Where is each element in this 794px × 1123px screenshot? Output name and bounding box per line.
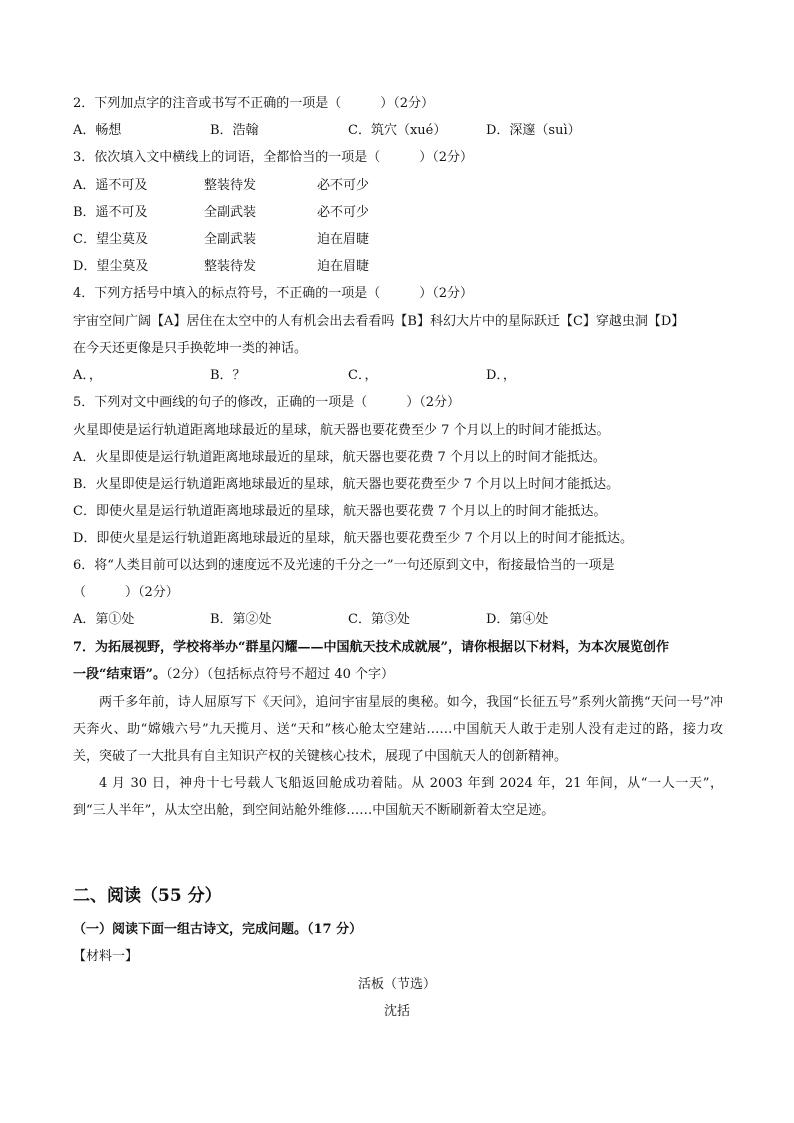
q7-material-paragraph1: 两千多年前，诗人屈原写下《天问》，追问宇宙星辰的奥秘。如今，我国“长征五号”系列火箭携“天问一号”冲天奔火、助“嫦娥六号”九天揽月、送“天和”核心舱太空建站……中国航天人敢于走别人没有走过的路，接力攻关，突破了一大批具有自主知识产权的关键核心技术，展现了中国航天人的创新精神。 (73, 695, 723, 764)
q4-text-line1: 宇宙空间广阔【A】居住在太空中的人有机会出去看看吗【B】科幻大片中的星际跃迁【C】穿越虫洞【D】 (73, 314, 685, 329)
q3-a-word2: 整装待发 (204, 178, 257, 193)
q6-option-a: A．第①处 (73, 612, 135, 627)
q2-stem: 2．下列加点字的注音或书写不正确的一项是（ ）（2分） (73, 96, 435, 111)
q5-option-c: C．即使火星是运行轨道距离地球最近的星球，航天器也要花费 7 个月以上的时间才能抵达。 (73, 504, 607, 519)
q3-a-word3: 必不可少 (317, 178, 370, 193)
q3-b-word3: 必不可少 (317, 205, 370, 220)
q3-c-label: C．望尘莫及 (73, 232, 148, 247)
q6-option-c: C．第③处 (348, 612, 410, 627)
q7-material-paragraph2: 4 月 30 日，神舟十七号载人飞船返回舱成功着陆。从 2003 年到 2024 年，21 年间，从“一人一天”，到“三人半年”，从太空出舱，到空间站舱外维修……中国航天不断刷新着太空足迹。 (73, 776, 723, 818)
q4-option-c: C．， (348, 368, 378, 383)
q2-option-a: A．畅想 (73, 123, 122, 138)
q4-stem: 4．下列方括号中填入的标点符号，不正确的一项是（ ）（2分） (73, 286, 474, 301)
q2-option-d: D．深邃（suì） (486, 123, 581, 138)
q5-sentence: 火星即使是运行轨道距离地球最近的星球，航天器也要花费至少 7 个月以上的时间才能抵达。 (73, 423, 610, 438)
q5-stem: 5．下列对文中画线的句子的修改，正确的一项是（ ）（2分） (73, 395, 461, 410)
q5-option-d: D．即使火星是运行轨道距离地球最近的星球，航天器也要花费至少 7 个月以上的时间才能抵达。 (73, 531, 633, 546)
q7-stem-line2-rest: （2分）（包括标点符号不超过 40 个字） (165, 667, 395, 682)
q3-stem: 3．依次填入文中横线上的词语，全都恰当的一项是（ ）（2分） (73, 150, 474, 165)
q3-b-label: B．遥不可及 (73, 205, 148, 220)
q7-stem-line1: 7．为拓展视野，学校将举办“群星闪耀——中国航天技术成就展”，请你根据以下材料，为本次展览创作 (73, 640, 670, 655)
q2-option-c: C．筑穴（xué） (348, 123, 447, 138)
q3-c-word2: 全副武装 (204, 232, 257, 247)
q4-text-line2: 在今天还更像是只手换乾坤一类的神话。 (73, 341, 308, 356)
q5-option-b: B．火星即使是运行轨道距离地球最近的星球，航天器也要花费至少 7 个月以上时间才能抵达。 (73, 477, 620, 492)
q3-a-label: A．遥不可及 (73, 178, 148, 193)
q4-option-a: A．， (73, 368, 102, 383)
q4-option-b: B．？ (210, 368, 246, 383)
q6-stem: 6．将“人类目前可以达到的速度远不及光速的千分之一”一句还原到文中，衔接最恰当的一项是 (73, 558, 615, 573)
poem-title: 活板（节选） (357, 977, 436, 992)
section-heading-reading: 二、阅读（55 分） (73, 886, 222, 906)
q3-d-label: D．望尘莫及 (73, 259, 149, 274)
q5-option-a: A．火星即使是运行轨道距离地球最近的星球，航天器也要花费 7 个月以上的时间才能抵达。 (73, 450, 606, 465)
q3-c-word3: 迫在眉睫 (317, 232, 370, 247)
q4-option-d: D．， (486, 368, 516, 383)
material-one-label: 【材料一】 (73, 949, 139, 964)
q2-option-b: B．浩翰 (210, 123, 259, 138)
q3-d-word3: 迫在眉睫 (317, 259, 370, 274)
q6-blank: （ ）（2分） (73, 585, 179, 600)
q3-d-word2: 整装待发 (204, 259, 257, 274)
q7-stem-line2 (73, 665, 394, 685)
q6-option-d: D．第④处 (486, 612, 549, 627)
poem-author: 沈括 (383, 1004, 410, 1019)
q3-b-word2: 全副武装 (204, 205, 257, 220)
subsection-heading: （一）阅读下面一组古诗文，完成问题。（17 分） (73, 922, 363, 937)
q7-stem-line2-bold: 一段“结束语”。 (73, 667, 166, 682)
q6-option-b: B．第②处 (210, 612, 272, 627)
